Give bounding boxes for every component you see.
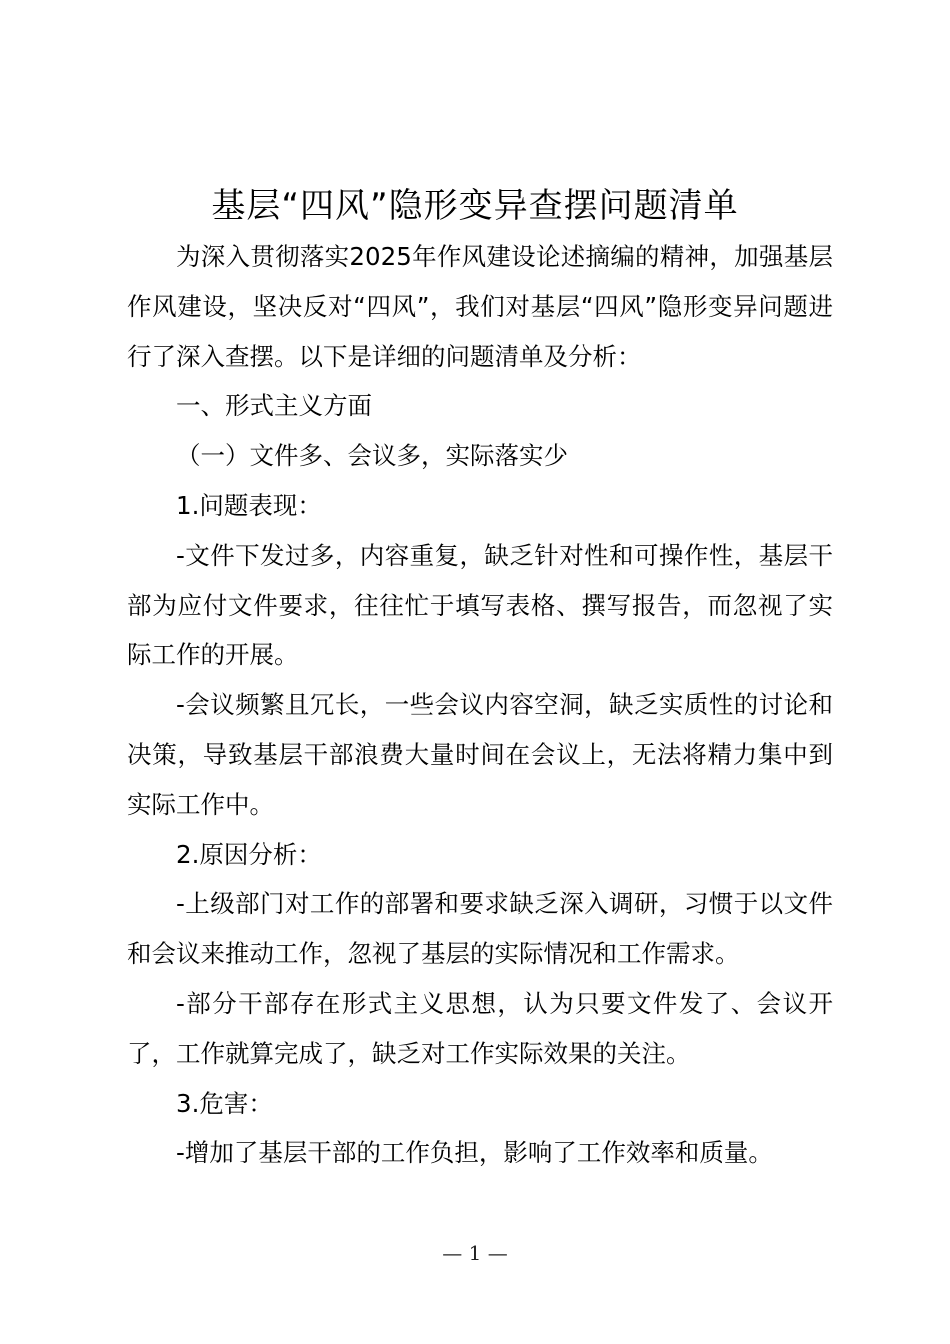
- cause-paragraph-superiors: -上级部门对工作的部署和要求缺乏深入调研，习惯于以文件和会议来推动工作，忽视了基层的实际情况和工作需求。: [127, 889, 833, 969]
- intro-paragraph: 为深入贯彻落实2025年作风建设论述摘编的精神，加强基层作风建设，坚决反对“四风”，我们对基层“四风”隐形变异问题进行了深入查摆。以下是详细的问题清单及分析：: [127, 242, 833, 371]
- cause-paragraph-formalism: -部分干部存在形式主义思想，认为只要文件发了、会议开了，工作就算完成了，缺乏对工作实际效果的关注。: [127, 988, 833, 1068]
- item-heading-problems: 1.问题表现：: [176, 490, 322, 520]
- page-number: — 1 —: [442, 1241, 508, 1265]
- document-body: [127, 232, 833, 1178]
- item-heading-causes: 2.原因分析：: [176, 839, 322, 869]
- document-title: 基层“四风”隐形变异查摆问题清单: [211, 186, 739, 226]
- problem-paragraph-meetings: -会议频繁且冗长，一些会议内容空洞，缺乏实质性的讨论和决策，导致基层干部浪费大量时间在会议上，无法将精力集中到实际工作中。: [127, 690, 833, 819]
- item-heading-harms: 3.危害：: [176, 1088, 273, 1118]
- harm-paragraph-burden: -增加了基层干部的工作负担，影响了工作效率和质量。: [176, 1138, 773, 1168]
- section-heading: 一、形式主义方面: [176, 391, 372, 421]
- subsection-heading: （一）文件多、会议多，实际落实少: [176, 441, 568, 471]
- problem-paragraph-files: -文件下发过多，内容重复，缺乏针对性和可操作性，基层干部为应付文件要求，往往忙于填写表格、撰写报告，而忽视了实际工作的开展。: [127, 540, 833, 670]
